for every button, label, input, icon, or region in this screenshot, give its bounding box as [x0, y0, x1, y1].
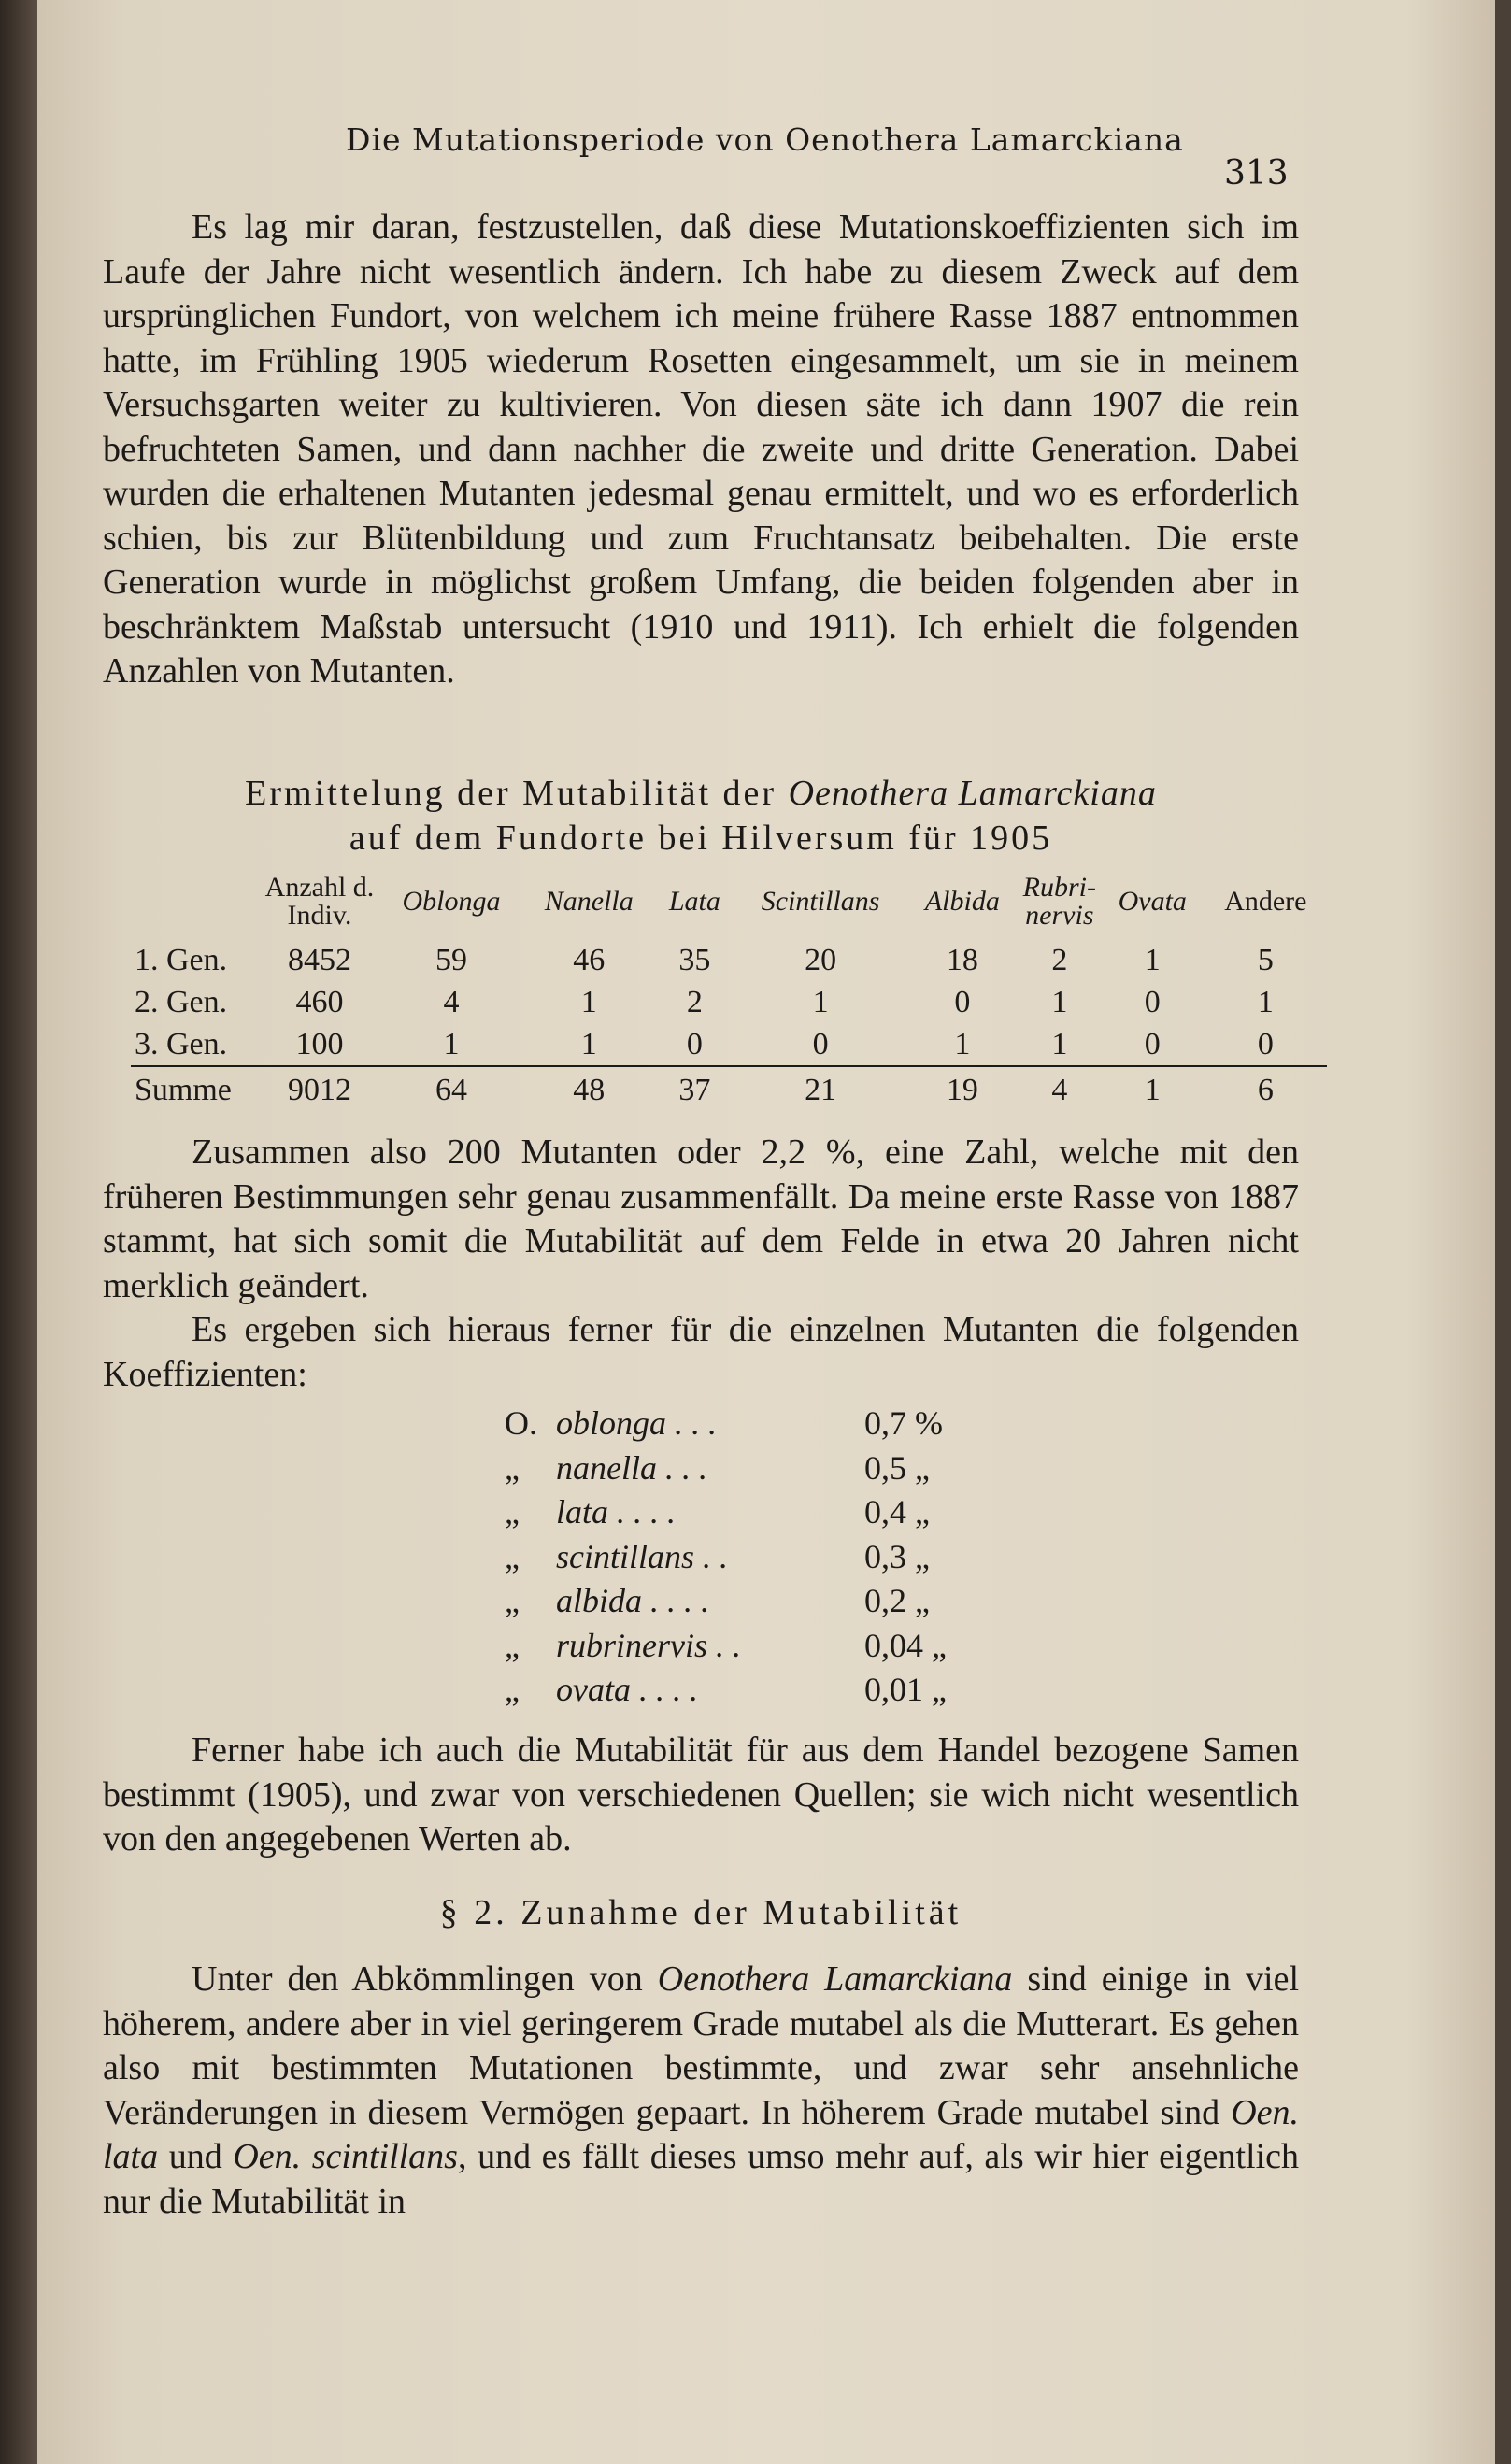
section-heading: § 2. Zunahme der Mutabilität	[439, 1893, 962, 1932]
p4-text-2: sind einige in viel höherem, andere aber in viel geringerem Grade mutabel als die Mutterart. Es gehen also mit bestimmten Mutationen bestimmte, und zwar sehr ansehnliche Veränderungen in diesem Vermögen gepaart. In höherem Grade mutabel sind	[103, 1959, 1300, 2132]
cell-albida: 0	[954, 984, 971, 1019]
row-label: 2. Gen.	[135, 984, 228, 1019]
coef-value: 0,2 „	[864, 1582, 930, 1619]
sum-label: Summe	[131, 1066, 260, 1114]
header-albida: Albida	[924, 886, 1000, 917]
cell-oblonga: 1	[443, 1026, 460, 1061]
cell-albida: 18	[946, 942, 978, 977]
p4-text-4: , und es fällt dieses umso mehr auf, als wir hier eigentlich nur die Mutabilität in	[103, 2137, 1299, 2221]
coef-value: 0,4 „	[864, 1493, 930, 1531]
sum-indiv: 9012	[260, 1066, 379, 1114]
sum-scintillans: 21	[734, 1066, 906, 1114]
coef-value: 0,3 „	[864, 1537, 930, 1575]
sum-rubrinervis: 4	[1019, 1066, 1101, 1114]
header-andere: Andere	[1224, 886, 1307, 917]
header-nanella: Nanella	[544, 886, 634, 917]
cell-lata: 2	[686, 984, 703, 1019]
list-item	[505, 1402, 958, 1446]
coef-prefix: „	[505, 1582, 520, 1619]
book-spine-shadow	[0, 0, 37, 2464]
table-title	[103, 771, 1299, 861]
cell-rubrinervis: 2	[1051, 942, 1068, 977]
running-title: Die Mutationsperiode von Oenothera Lamarckiana	[346, 121, 1184, 158]
cell-indiv: 100	[295, 1026, 344, 1061]
coef-prefix: „	[505, 1448, 520, 1487]
p4-italic-1: Oenothera Lamarckiana	[657, 1959, 1013, 1999]
cell-scintillans: 0	[812, 1026, 829, 1061]
sum-oblonga: 64	[379, 1066, 523, 1114]
coef-value: 0,04 „	[864, 1626, 947, 1664]
coef-prefix: „	[505, 1493, 520, 1531]
header-oblonga: Oblonga	[402, 886, 501, 917]
header-scintillans: Scintillans	[761, 886, 880, 917]
sum-lata: 37	[654, 1066, 734, 1114]
cell-ovata: 0	[1144, 1026, 1161, 1061]
list-item	[505, 1446, 958, 1491]
header-ovata: Ovata	[1118, 886, 1187, 917]
coef-prefix: „	[505, 1537, 520, 1575]
paragraph-section2-text	[103, 1958, 1299, 2224]
table-title-species: Oenothera Lamarckiana	[788, 774, 1157, 813]
paragraph-commercial-seeds-text: Ferner habe ich auch die Mutabilität für aus dem Handel bezogene Samen bestimmt (1905), und zwar von verschiedenen Quellen; sie wich nicht wesentlich von den angegebenen Werten ab.	[103, 1730, 1299, 1859]
paragraph-intro-text: Es lag mir daran, festzustellen, daß diese Mutationskoeffizienten sich im Laufe der Jahre nicht wesentlich ändern. Ich habe zu diesem Zweck auf dem ursprünglichen Fundort, von welchem ich meine frühere Rasse 1887 entnommen hatte, im Frühling 1905 wiederum Rosetten eingesammelt, um sie in meinem Versuchsgarten weiter zu kultivieren. Von diesen säte ich dann 1907 die rein befruchteten Samen, und dann nachher die zweite und dritte Generation. Dabei wurden die erhaltenen Mutanten jedesmal genau ermittelt, und wo es erforderlich schien, bis zur Blütenbildung und zum Fruchtansatz beibehalten. Die erste Generation wurde in möglichst großem Umfang, die beiden folgenden aber in beschränktem Maßstab untersucht (1910 und 1911). Ich erhielt die folgenden Anzahlen von Mutanten.	[103, 207, 1299, 691]
coef-name: rubrinervis . .	[556, 1626, 741, 1664]
list-item	[505, 1579, 958, 1624]
coef-name: ovata . . . .	[556, 1671, 698, 1708]
cell-indiv: 8452	[288, 942, 351, 977]
cell-lata: 0	[686, 1026, 703, 1061]
cell-ovata: 1	[1144, 942, 1161, 977]
row-label: 1. Gen.	[135, 942, 228, 977]
cell-oblonga: 59	[435, 942, 468, 977]
cell-indiv: 460	[295, 984, 344, 1019]
row-label: 3. Gen.	[135, 1026, 228, 1061]
cell-nanella: 1	[580, 984, 597, 1019]
list-item	[505, 1668, 958, 1713]
cell-albida: 1	[954, 1026, 971, 1061]
table-row	[131, 1023, 1327, 1066]
coefficient-list	[505, 1402, 958, 1713]
paragraph-summary-text: Zusammen also 200 Mutanten oder 2,2 %, eine Zahl, welche mit den früheren Bestimmungen sehr genau zusammenfällt. Da meine erste Rasse von 1887 stammt, hat sich somit die Mutabilität auf dem Felde in etwa 20 Jahren nicht merklich geändert.	[103, 1132, 1299, 1305]
header-indiv: Anzahl d. Indiv.	[264, 872, 375, 931]
cell-nanella: 46	[573, 942, 606, 977]
list-item	[505, 1490, 958, 1535]
paragraph-summary	[103, 1131, 1299, 1397]
cell-andere: 1	[1257, 984, 1274, 1019]
table-title-part1: Ermittelung der Mutabilität der	[245, 774, 789, 813]
coef-value: 0,5 „	[864, 1448, 930, 1487]
coef-value: 0,01 „	[864, 1671, 947, 1708]
sum-ovata: 1	[1101, 1066, 1205, 1114]
cell-nanella: 1	[580, 1026, 597, 1061]
coef-name: oblonga . . .	[556, 1404, 718, 1442]
paragraph-intro	[103, 206, 1299, 694]
list-item	[505, 1624, 958, 1669]
coef-value: 0,7 %	[864, 1404, 943, 1442]
cell-ovata: 0	[1144, 984, 1161, 1019]
cell-andere: 5	[1257, 942, 1274, 977]
coef-name: scintillans . .	[556, 1537, 729, 1575]
p4-italic-2: Oen. lata	[103, 2092, 1299, 2176]
table-header-row	[131, 874, 1327, 939]
cell-scintillans: 1	[812, 984, 829, 1019]
sum-andere: 6	[1205, 1066, 1327, 1114]
cell-andere: 0	[1257, 1026, 1274, 1061]
header-rubrinervis: Rubri-nervis	[1022, 872, 1096, 931]
header-lata: Lata	[668, 886, 720, 917]
coef-name: albida . . . .	[556, 1582, 710, 1619]
coef-name: nanella . . .	[556, 1448, 707, 1487]
list-item	[505, 1535, 958, 1580]
book-page	[37, 0, 1495, 2464]
cell-scintillans: 20	[805, 942, 837, 977]
cell-oblonga: 4	[443, 984, 460, 1019]
sum-albida: 19	[906, 1066, 1019, 1114]
table-row	[131, 981, 1327, 1023]
coef-name: lata . . . .	[556, 1493, 677, 1531]
paragraph-section2	[103, 1958, 1299, 2224]
cell-rubrinervis: 1	[1051, 984, 1068, 1019]
table-sum-row	[131, 1066, 1327, 1114]
p4-text-1: Unter den Abkömmlingen von	[192, 1959, 658, 1999]
coef-prefix: „	[505, 1671, 520, 1708]
paragraph-commercial-seeds	[103, 1729, 1299, 1862]
paragraph-coefficients-intro: Es ergeben sich hieraus ferner für die einzelnen Mutanten die folgenden Koeffizienten:	[103, 1310, 1299, 1394]
sum-nanella: 48	[523, 1066, 654, 1114]
coef-prefix: „	[505, 1626, 520, 1664]
mutability-table	[131, 874, 1327, 1114]
cell-rubrinervis: 1	[1051, 1026, 1068, 1061]
table-row	[131, 939, 1327, 981]
header-empty	[131, 874, 260, 939]
cell-lata: 35	[678, 942, 711, 977]
page-number: 313	[1224, 154, 1289, 192]
table-title-line2: auf dem Fundorte bei Hilversum für 1905	[349, 819, 1053, 858]
p4-italic-3: Oen. scintillans	[233, 2137, 458, 2176]
p4-text-3: und	[158, 2137, 234, 2176]
coef-prefix: O.	[505, 1404, 537, 1442]
